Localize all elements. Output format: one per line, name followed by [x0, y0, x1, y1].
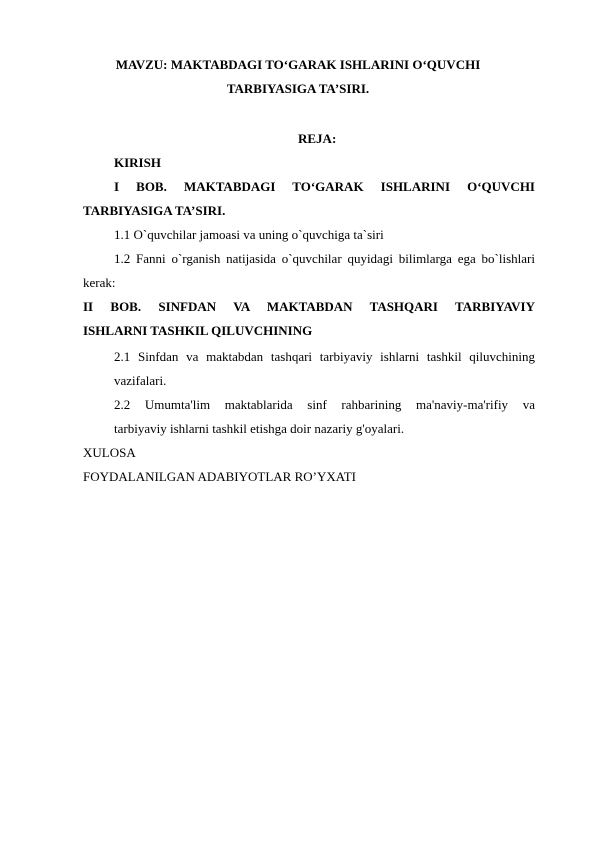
document-title-line-2: TARBIYASIGA TA’SIRI.	[226, 81, 370, 96]
plan-item-section-2-2-line-1: 2.2 Umumta'lim maktablarida sinf rahbarining ma'naviy-ma'rifiy va	[114, 397, 535, 412]
plan-item-chapter-1-line-2: TARBIYASIGA TA’SIRI.	[83, 203, 226, 218]
plan-item-section-1-1: 1.1 O`quvchilar jamoasi va uning o`quvchiga ta`siri	[114, 227, 384, 242]
plan-item-intro: KIRISH	[114, 155, 161, 170]
plan-heading: REJA:	[298, 131, 337, 146]
plan-item-section-2-1-line-1: 2.1 Sinfdan va maktabdan tashqari tarbiyaviy ishlarni tashkil qiluvchining	[114, 349, 535, 364]
plan-item-chapter-2-line-2: ISHLARNI TASHKIL QILUVCHINING	[83, 323, 313, 338]
document-title-line-1: MAVZU: MAKTABDAGI TO‘GARAK ISHLARINI O‘QUVCHI	[115, 57, 481, 72]
plan-item-section-2-2-line-2: tarbiyaviy ishlarni tashkil etishga doir nazariy g'oyalari.	[114, 421, 405, 436]
plan-item-conclusion: XULOSA	[83, 445, 136, 460]
plan-item-chapter-1-line-1: I BOB. MAKTABDAGI TO‘GARAK ISHLARINI O‘QUVCHI	[114, 179, 535, 194]
plan-item-section-1-2-line-1: 1.2 Fanni o`rganish natijasida o`quvchilar quyidagi bilimlarga ega bo`lishlari	[114, 251, 535, 266]
plan-item-references: FOYDALANILGAN ADABIYOTLAR RO’YXATI	[83, 469, 356, 484]
plan-item-section-1-2-line-2: kerak:	[83, 275, 116, 290]
plan-item-chapter-2-line-1: II BOB. SINFDAN VA MAKTABDAN TASHQARI TARBIYAVIY	[83, 299, 535, 314]
plan-item-section-2-1-line-2: vazifalari.	[114, 373, 167, 388]
